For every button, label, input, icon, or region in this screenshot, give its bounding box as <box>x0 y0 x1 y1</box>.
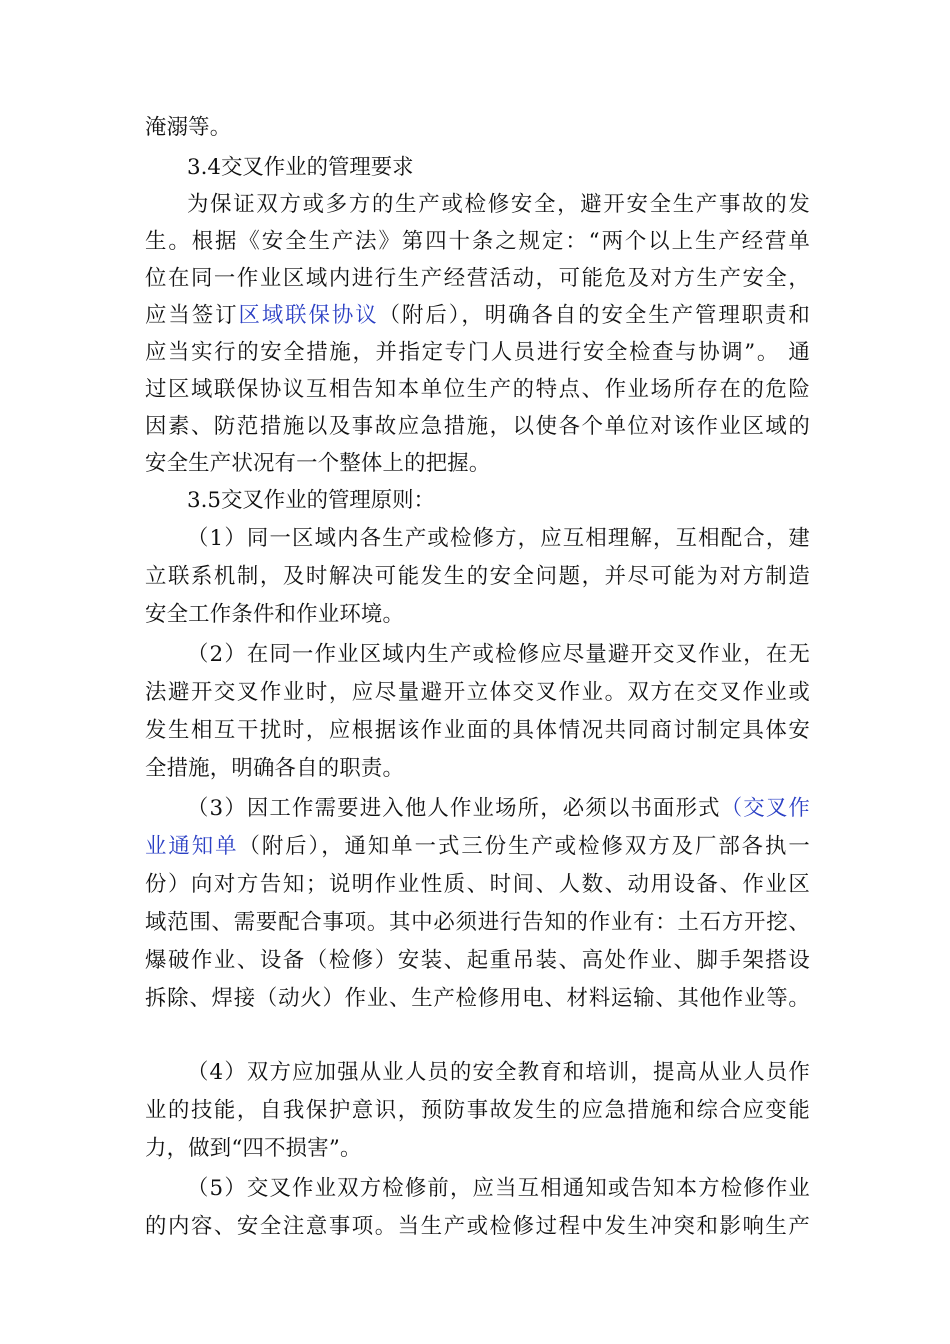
paragraph-line: 域范围、需要配合事项。其中必须进行告知的作业有：土石方开挖、 <box>145 910 810 935</box>
paragraph-line: 因素、防范措施以及事故应急措施，以使各个单位对该作业区域的 <box>145 414 810 439</box>
cross-work-notice-link[interactable]: （交叉作 <box>720 796 810 821</box>
paragraph-line: 应当实行的安全措施，并指定专门人员进行安全检查与协调”。 通 <box>145 340 810 365</box>
paragraph-line: 安全生产状况有一个整体上的把握。 <box>145 451 491 476</box>
paragraph-line: 份）向对方告知；说明作业性质、时间、人数、动用设备、作业区 <box>145 872 810 897</box>
paragraph-line <box>145 795 810 823</box>
paragraph-line: 爆破作业、设备（检修）安装、起重吊装、高处作业、脚手架搭设 <box>145 948 810 973</box>
text-segment: （附后），明确各自的安全生产管理职责和 <box>378 303 810 328</box>
paragraph-line <box>145 833 810 861</box>
text-segment: （附后），通知单一式三份生产或检修双方及厂部各执一 <box>238 834 810 859</box>
paragraph-line: 力，做到“四不损害”。 <box>145 1136 362 1161</box>
paragraph-line: 的内容、安全注意事项。当生产或检修过程中发生冲突和影响生产 <box>145 1214 810 1239</box>
paragraph-line: 过区域联保协议互相告知本单位生产的特点、作业场所存在的危险 <box>145 377 810 402</box>
paragraph-line: （2）在同一作业区域内生产或检修应尽量避开交叉作业，在无 <box>187 642 810 667</box>
paragraph-line: 生。根据《安全生产法》第四十条之规定：“两个以上生产经营单 <box>145 229 810 254</box>
paragraph-line: 安全工作条件和作业环境。 <box>145 602 405 627</box>
paragraph-line: （4）双方应加强从业人员的安全教育和培训，提高从业人员作 <box>187 1060 810 1085</box>
paragraph-line: 业的技能，自我保护意识，预防事故发生的应急措施和综合应变能 <box>145 1098 810 1123</box>
paragraph-line: （1）同一区域内各生产或检修方，应互相理解，互相配合，建 <box>187 526 810 551</box>
paragraph-line: 全措施，明确各自的职责。 <box>145 756 405 781</box>
text-segment: 应当签订 <box>145 303 239 328</box>
paragraph-line: 发生相互干扰时，应根据该作业面的具体情况共同商讨制定具体安 <box>145 718 810 743</box>
paragraph-line: 位在同一作业区域内进行生产经营活动，可能危及对方生产安全， <box>145 266 810 291</box>
section-heading-3-4: 3.4交叉作业的管理要求 <box>187 155 414 180</box>
section-heading-3-5: 3.5交叉作业的管理原则： <box>187 488 435 513</box>
cross-work-notice-link[interactable]: 业通知单 <box>145 834 239 859</box>
text-segment: （3）因工作需要进入他人作业场所，必须以书面形式 <box>187 796 721 821</box>
paragraph-line <box>145 302 810 330</box>
regional-joint-protection-agreement-link[interactable]: 区域联保协议 <box>238 303 379 328</box>
paragraph-line: 拆除、焊接（动火）作业、生产检修用电、材料运输、其他作业等。 <box>145 986 810 1011</box>
text-line: 淹溺等。 <box>145 115 232 140</box>
paragraph-line: 为保证双方或多方的生产或检修安全，避开安全生产事故的发 <box>187 192 810 217</box>
paragraph-line: 法避开交叉作业时，应尽量避开立体交叉作业。双方在交叉作业或 <box>145 680 810 705</box>
paragraph-line: 立联系机制，及时解决可能发生的安全问题，并尽可能为对方制造 <box>145 564 810 589</box>
paragraph-line: （5）交叉作业双方检修前，应当互相通知或告知本方检修作业 <box>187 1176 810 1201</box>
